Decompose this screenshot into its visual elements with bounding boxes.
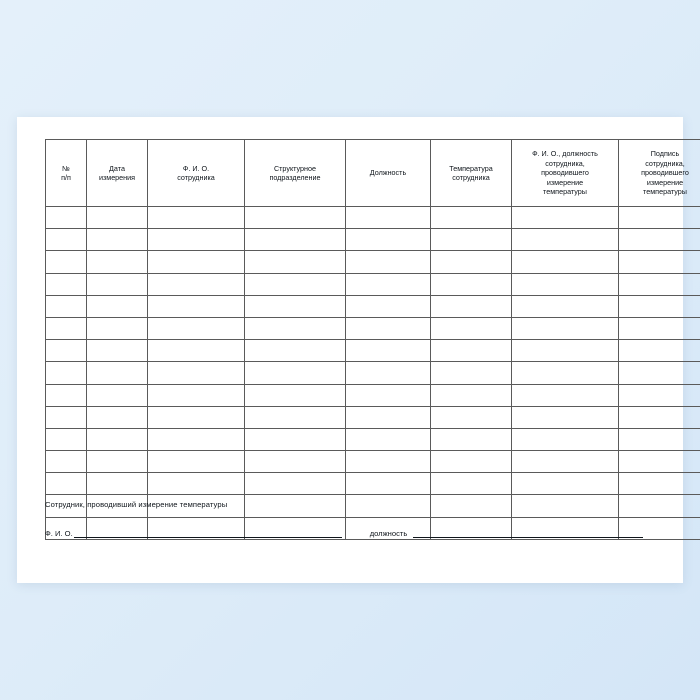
row-cell-department[interactable] [245,384,346,406]
row-cell-employee-name[interactable] [148,406,245,428]
header-line: Температура [449,163,493,173]
row-cell-measurer[interactable] [512,295,619,317]
row-cell-number[interactable] [46,406,87,428]
row-cell-department[interactable] [245,473,346,495]
row-cell-date[interactable] [87,428,148,450]
row-cell-signature[interactable] [619,362,700,384]
row-cell-temperature[interactable] [431,406,512,428]
signature-name-label: Ф. И. О. [45,529,73,538]
row-cell-date[interactable] [87,229,148,251]
table-header-cell-signature [619,140,700,207]
footer-block [45,500,655,538]
row-cell-employee-name[interactable] [148,251,245,273]
document-sheet [17,117,689,583]
row-cell-number[interactable] [46,428,87,450]
row-cell-employee-name[interactable] [148,317,245,339]
table-row [46,340,700,362]
row-cell-date[interactable] [87,384,148,406]
signature-name-line[interactable] [74,529,342,538]
row-cell-signature[interactable] [619,473,700,495]
row-cell-position[interactable] [346,451,431,473]
temperature-log-table [45,139,700,540]
header-line: Структурное [273,163,317,173]
table-header-row [46,140,700,207]
row-cell-temperature[interactable] [431,384,512,406]
row-cell-measurer[interactable] [512,473,619,495]
row-cell-number[interactable] [46,273,87,295]
header-line: № [62,163,70,173]
row-cell-position[interactable] [346,362,431,384]
table-row [46,451,700,473]
table-row [46,406,700,428]
row-cell-employee-name[interactable] [148,229,245,251]
row-cell-signature[interactable] [619,384,700,406]
row-cell-temperature[interactable] [431,295,512,317]
row-cell-number[interactable] [46,451,87,473]
row-cell-temperature[interactable] [431,362,512,384]
row-cell-position[interactable] [346,295,431,317]
row-cell-department[interactable] [245,229,346,251]
row-cell-signature[interactable] [619,295,700,317]
row-cell-number[interactable] [46,317,87,339]
header-line: Подпись [650,149,680,159]
row-cell-number[interactable] [46,340,87,362]
row-cell-department[interactable] [245,295,346,317]
row-cell-employee-name[interactable] [148,340,245,362]
row-cell-position[interactable] [346,207,431,229]
table-header-cell-measurer [512,140,619,207]
row-cell-department[interactable] [245,251,346,273]
row-cell-employee-name[interactable] [148,384,245,406]
row-cell-position[interactable] [346,317,431,339]
table-header-cell-temperature [431,140,512,207]
row-cell-date[interactable] [87,473,148,495]
table-row [46,273,700,295]
row-cell-date[interactable] [87,273,148,295]
table-header [46,140,700,207]
header-line: проводившего [641,168,689,178]
row-cell-number[interactable] [46,362,87,384]
signature-row [45,529,655,538]
table-header-cell-employee-name [148,140,245,207]
header-line: п/п [61,173,71,182]
row-cell-measurer[interactable] [512,317,619,339]
row-cell-employee-name[interactable] [148,473,245,495]
row-cell-position[interactable] [346,428,431,450]
table-row [46,362,700,384]
row-cell-temperature[interactable] [431,473,512,495]
row-cell-department[interactable] [245,340,346,362]
table-row [46,384,700,406]
row-cell-signature[interactable] [619,406,700,428]
row-cell-employee-name[interactable] [148,451,245,473]
row-cell-date[interactable] [87,451,148,473]
row-cell-temperature[interactable] [431,207,512,229]
row-cell-temperature[interactable] [431,340,512,362]
row-cell-position[interactable] [346,384,431,406]
header-line: Должность [369,168,407,178]
table-header-cell-position [346,140,431,207]
table-header-cell-date [87,140,148,207]
header-line: измерение [546,177,584,187]
row-cell-measurer[interactable] [512,273,619,295]
row-cell-date[interactable] [87,340,148,362]
row-cell-date[interactable] [87,251,148,273]
header-line: сотрудника, [545,158,585,168]
row-cell-date[interactable] [87,207,148,229]
table-header-cell-number [46,140,87,207]
row-cell-department[interactable] [245,273,346,295]
row-cell-measurer[interactable] [512,340,619,362]
header-line: сотрудника [452,173,490,182]
row-cell-number[interactable] [46,229,87,251]
row-cell-signature[interactable] [619,451,700,473]
header-line: проводившего [541,168,589,178]
row-cell-temperature[interactable] [431,428,512,450]
row-cell-number[interactable] [46,251,87,273]
table-row [46,207,700,229]
row-cell-measurer[interactable] [512,251,619,273]
row-cell-number[interactable] [46,473,87,495]
row-cell-signature[interactable] [619,251,700,273]
row-cell-measurer[interactable] [512,229,619,251]
row-cell-measurer[interactable] [512,207,619,229]
header-line: измерение [646,177,684,187]
row-cell-department[interactable] [245,362,346,384]
footer-note: Сотрудник, проводивший измерение температуры [45,500,228,509]
row-cell-signature[interactable] [619,229,700,251]
row-cell-position[interactable] [346,473,431,495]
row-cell-number[interactable] [46,207,87,229]
row-cell-date[interactable] [87,406,148,428]
row-cell-employee-name[interactable] [148,273,245,295]
row-cell-department[interactable] [245,451,346,473]
table-row [46,317,700,339]
row-cell-position[interactable] [346,273,431,295]
row-cell-signature[interactable] [619,317,700,339]
table-row [46,473,700,495]
header-line: Дата [109,163,125,173]
row-cell-number[interactable] [46,295,87,317]
row-cell-employee-name[interactable] [148,362,245,384]
row-cell-position[interactable] [346,406,431,428]
row-cell-date[interactable] [87,362,148,384]
row-cell-temperature[interactable] [431,251,512,273]
header-line: измерения [98,173,136,182]
row-cell-position[interactable] [346,229,431,251]
row-cell-department[interactable] [245,317,346,339]
header-line: температуры [543,187,587,197]
signature-position-label: должность [369,529,408,538]
row-cell-temperature[interactable] [431,229,512,251]
row-cell-measurer[interactable] [512,451,619,473]
row-cell-signature[interactable] [619,428,700,450]
row-cell-signature[interactable] [619,273,700,295]
header-line: подразделение [269,173,321,182]
row-cell-temperature[interactable] [431,451,512,473]
row-cell-employee-name[interactable] [148,428,245,450]
row-cell-measurer[interactable] [512,406,619,428]
row-cell-position[interactable] [346,251,431,273]
row-cell-number[interactable] [46,384,87,406]
row-cell-date[interactable] [87,295,148,317]
table-body [46,207,700,540]
row-cell-measurer[interactable] [512,362,619,384]
header-line: температуры [643,187,687,197]
table-header-cell-department [245,140,346,207]
row-cell-temperature[interactable] [431,317,512,339]
row-cell-signature[interactable] [619,207,700,229]
row-cell-signature[interactable] [619,340,700,362]
row-cell-department[interactable] [245,207,346,229]
row-cell-employee-name[interactable] [148,295,245,317]
table-row [46,295,700,317]
row-cell-department[interactable] [245,428,346,450]
row-cell-date[interactable] [87,317,148,339]
header-line: Ф. И. О. [182,163,210,173]
row-cell-measurer[interactable] [512,428,619,450]
header-line: сотрудника [177,173,215,182]
row-cell-measurer[interactable] [512,384,619,406]
signature-position-line[interactable] [413,529,643,538]
row-cell-employee-name[interactable] [148,207,245,229]
row-cell-temperature[interactable] [431,273,512,295]
table-row [46,229,700,251]
table-row [46,251,700,273]
row-cell-department[interactable] [245,406,346,428]
row-cell-position[interactable] [346,340,431,362]
table-row [46,428,700,450]
header-line: Ф. И. О., должность [532,149,598,159]
header-line: сотрудника, [645,158,685,168]
